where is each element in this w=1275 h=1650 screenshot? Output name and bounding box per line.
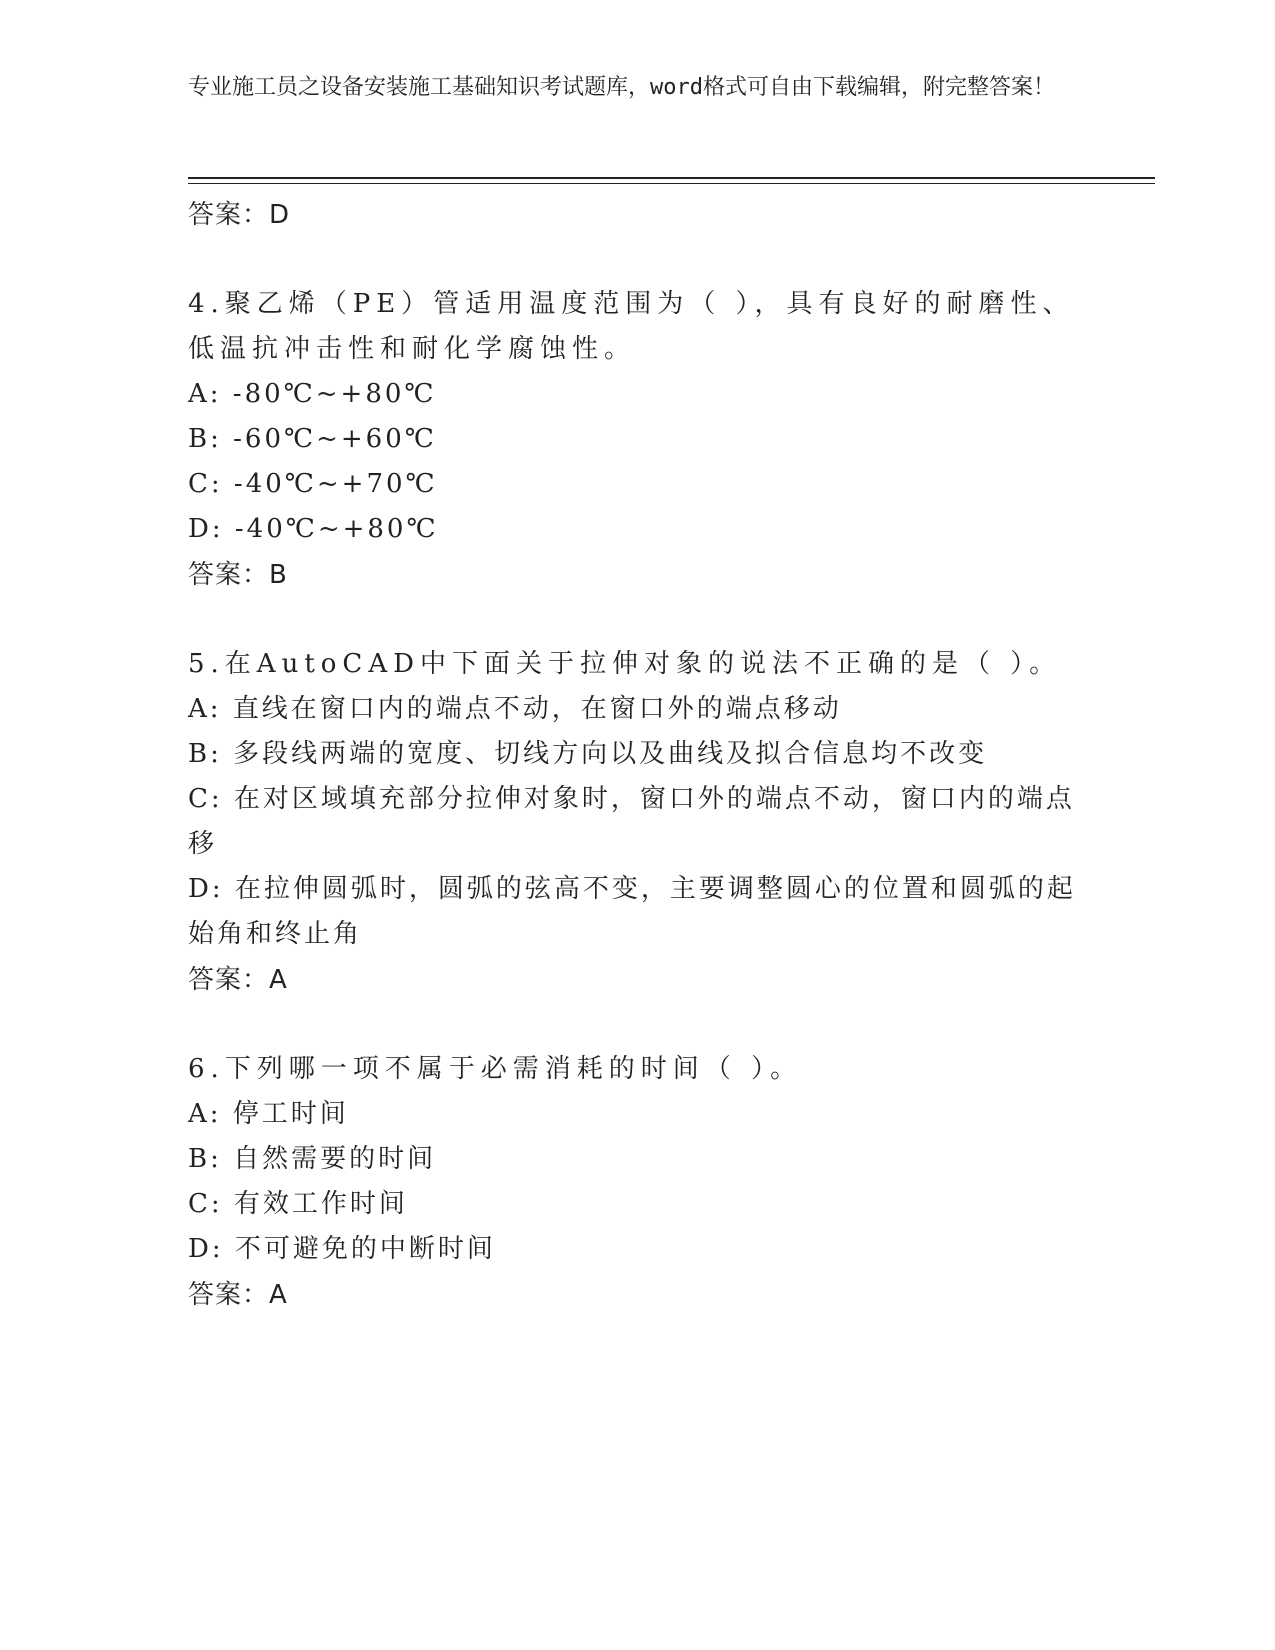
option-d: D: 在拉伸圆弧时，圆弧的弦高不变，主要调整圆心的位置和圆弧的起始角和终止角 [188,874,1076,949]
questions-content [188,192,1088,1362]
option-a: A: 停工时间 [188,1099,349,1129]
answer-line: 答案：D [188,200,291,230]
option-a: A: 直线在窗口内的端点不动，在窗口外的端点移动 [188,694,842,724]
option-c: C: 在对区域填充部分拉伸对象时，窗口外的端点不动，窗口内的端点移 [188,784,1075,859]
page-header: 专业施工员之设备安装施工基础知识考试题库，word格式可自由下载编辑，附完整答案！ [188,75,1055,100]
option-d: D: -40℃~+80℃ [188,514,439,544]
option-b: B: 多段线两端的宽度、切线方向以及曲线及拟合信息均不改变 [188,739,988,769]
option-c: C: 有效工作时间 [188,1189,408,1219]
option-a: A: -80℃~+80℃ [188,379,437,409]
option-b: B: -60℃~+60℃ [188,424,437,454]
option-c: C: -40℃~+70℃ [188,469,438,499]
header-rule-thin [188,183,1155,184]
answer-line: 答案：A [188,965,288,995]
question-6 [188,1047,1088,1318]
question-text: 6.下列哪一项不属于必需消耗的时间（ ）。 [188,1054,803,1084]
answer-line: 答案：A [188,1280,288,1310]
question-4 [188,282,1088,598]
option-b: B: 自然需要的时间 [188,1144,437,1174]
answer-line: 答案：B [188,560,288,590]
question-text: 5.在AutoCAD中下面关于拉伸对象的说法不正确的是（ ）。 [188,649,1062,679]
question-5 [188,642,1088,1003]
header-rule-thick [188,177,1155,179]
question-text: 4.聚乙烯（PE）管适用温度范围为（ ），具有良好的耐磨性、低温抗冲击性和耐化学腐蚀性。 [188,289,1075,364]
option-d: D: 不可避免的中断时间 [188,1234,496,1264]
